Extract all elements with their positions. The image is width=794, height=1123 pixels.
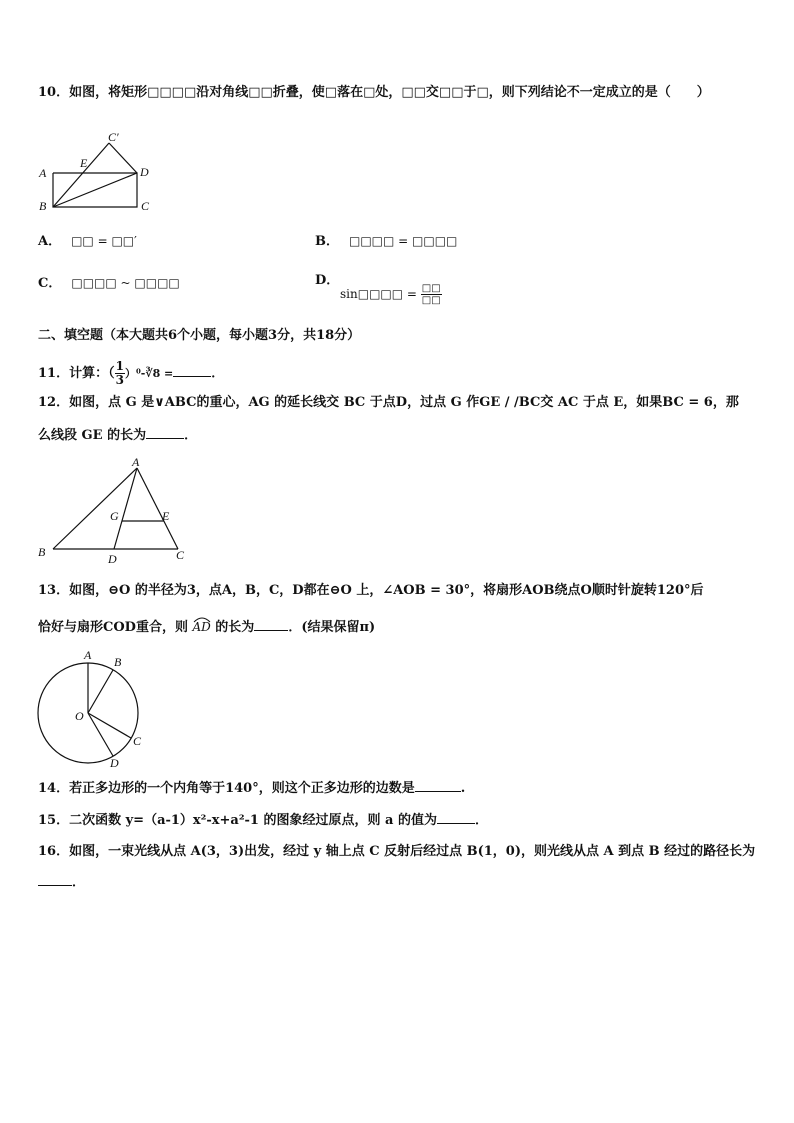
q12-label-e: E	[162, 509, 170, 523]
q10-figure	[34, 130, 164, 220]
arc-mark-icon	[192, 615, 212, 623]
q13-label-b: B	[114, 655, 122, 669]
answer-blank[interactable]	[38, 873, 72, 886]
arc-label: AD	[192, 620, 210, 634]
q14-end: .	[460, 781, 466, 796]
q10-label-a: A	[39, 166, 47, 180]
q12-label-d: D	[108, 552, 117, 566]
q13-label-d: D	[110, 756, 119, 770]
q10-option-b	[315, 232, 457, 251]
q11-suffix: ）⁰-∛8 =	[124, 367, 174, 380]
q10-label-b: B	[39, 199, 47, 213]
q15-end: ．	[474, 813, 488, 828]
q10-option-c	[38, 274, 180, 293]
fraction-denominator: □□	[421, 295, 441, 306]
option-text: □□□□ = □□□□	[349, 234, 458, 248]
q11-fraction	[115, 360, 125, 387]
option-fraction	[421, 283, 442, 306]
q10-label-d: D	[140, 165, 149, 179]
q10-option-d	[315, 272, 339, 290]
fraction-denominator: 3	[115, 373, 124, 387]
q15-prefix: 15．二次函数 y=（a-1）x²-x+a²-1 的图象经过原点，则 a 的值为	[38, 813, 437, 828]
q13-label-o: O	[75, 709, 84, 723]
answer-blank[interactable]	[146, 426, 184, 439]
q12-line2-end: ．	[184, 428, 198, 443]
q16-line1: 16．如图，一束光线从点 A(3，3)出发，经过 y 轴上点 C 反射后经过点 B(1，0)，则光线从点 A 到点 B 经过的路径长为	[38, 844, 756, 859]
q11-end: ．	[211, 366, 225, 381]
q13-line2-prefix: 恰好与扇形COD重合，则	[38, 620, 193, 635]
q12-figure	[36, 455, 196, 565]
q12-label-g: G	[110, 509, 119, 523]
q12-line2	[38, 426, 197, 445]
q11-prefix: 11．计算：（	[38, 366, 115, 381]
q12-label-a: A	[132, 455, 140, 469]
q10-label-cprime: C′	[108, 130, 119, 144]
q13-label-a: A	[84, 648, 92, 662]
q15	[38, 811, 488, 830]
q10-label-c: C	[141, 199, 150, 213]
q12-label-c: C	[176, 548, 185, 562]
q14-prefix: 14．若正多边形的一个内角等于140°，则这个正多边形的边数是	[38, 781, 415, 796]
q12-line1: 12．如图，点 G 是∨ABC的重心，AG 的延长线交 BC 于点D，过点 G 作GE / /BC交 AC 于点 E，如果BC = 6，那	[38, 395, 739, 410]
fraction-numerator: □□	[421, 283, 441, 294]
q13-figure	[30, 645, 160, 775]
section-title: 二、填空题（本大题共6个小题，每小题3分，共18分）	[38, 328, 361, 343]
q16-line2-end: ．	[72, 875, 86, 890]
q10-stem: 10．如图，将矩形□□□□沿对角线□□折叠，使□落在□处，□□交□□于□，则下列结论不一定成立的是（ ）	[38, 85, 710, 100]
fraction-numerator: 1	[115, 359, 124, 373]
q11	[38, 360, 224, 387]
option-letter: A．	[38, 234, 62, 249]
option-text: □□ = □□′	[71, 234, 137, 248]
option-text: □□□□ ~ □□□□	[71, 276, 180, 290]
option-letter: B．	[315, 234, 339, 249]
q16-line2	[38, 873, 85, 892]
q12-line2-prefix: 么线段 GE 的长为	[38, 428, 147, 443]
q12-label-b: B	[38, 545, 46, 559]
option-letter: D．	[315, 273, 340, 288]
answer-blank[interactable]	[173, 364, 211, 377]
q14	[38, 779, 465, 798]
q13-line2-mid: 的长为	[210, 620, 255, 635]
q13-line2	[38, 618, 375, 637]
q10-label-e: E	[80, 156, 88, 170]
q13-line2-end: ．(结果保留π)	[288, 620, 376, 635]
option-letter: C．	[38, 276, 62, 291]
q10-option-a	[38, 232, 137, 251]
option-text: sin□□□□ =	[340, 287, 417, 301]
answer-blank[interactable]	[415, 779, 461, 792]
q13-line1: 13．如图，⊖O 的半径为3，点A，B，C，D都在⊖O 上，∠AOB = 30°，将扇形AOB绕点O顺时针旋转120°后	[38, 583, 704, 598]
q13-label-c: C	[133, 734, 142, 748]
answer-blank[interactable]	[437, 811, 475, 824]
q10-option-d-expr	[340, 283, 442, 306]
answer-blank[interactable]	[254, 618, 288, 631]
